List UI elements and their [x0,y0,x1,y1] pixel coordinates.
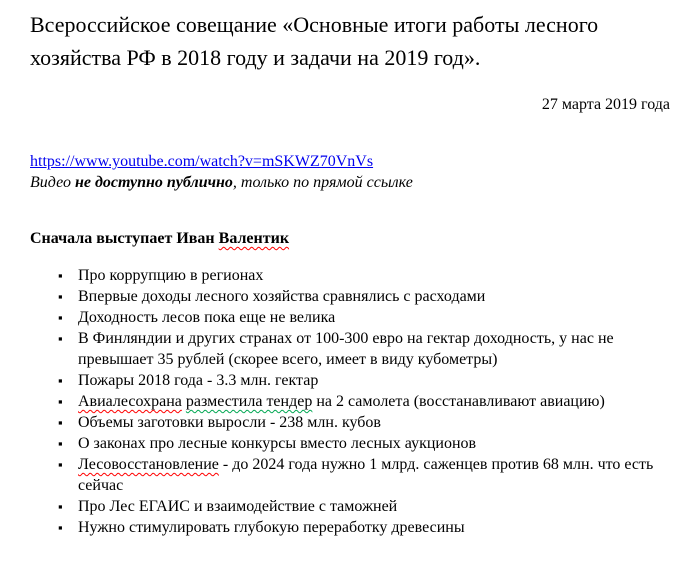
list-item [30,517,670,538]
bullet-square-icon: ▪ [58,499,63,514]
bullet-text [78,265,263,286]
misspelled-text: Авиалесохрана [78,393,182,410]
bullet-square-icon: ▪ [58,436,63,451]
list-item [30,496,670,517]
bullet-text-segment: Про Лес ЕГАИС и взаимодействие с таможней [78,498,398,515]
misspelled-speaker-name: Валентик [218,230,290,247]
list-item [30,328,670,370]
youtube-link[interactable]: https://www.youtube.com/watch?v=mSKWZ70VnVs [30,153,374,170]
bullet-square-icon: ▪ [58,268,63,283]
bullet-square-icon: ▪ [58,310,63,325]
video-note [30,172,670,193]
misspelled-text: Лесовосстановление [78,456,219,473]
video-note-bold: не доступно публично [74,174,233,191]
bullet-text [78,328,656,370]
speaker-heading [30,228,670,249]
bullet-square-icon: ▪ [58,289,63,304]
bullet-square-icon: ▪ [58,415,63,430]
video-note-suffix: , только по прямой ссылке [232,174,413,191]
speaker-heading-prefix: Сначала выступает Иван [30,230,219,247]
bullet-text-segment: на 2 самолета (восстанавливают авиацию) [312,393,605,410]
bullet-text-segment: - до 2024 года нужно 1 млрд. саженцев против 68 млн. что есть сейчас [78,456,654,494]
bullet-text [78,517,465,538]
document-title: Всероссийское совещание «Основные итоги работы лесного хозяйства РФ в 2018 году и задачи на 2019 год». [30,12,599,70]
video-block [30,151,670,193]
bullet-text-segment: В Финляндии и других странах от 100-300 евро на гектар доходность, у нас не превышает 35 рублей (скорее всего, имеет в виду кубометры) [78,330,614,368]
document-date: 27 марта 2019 года [541,96,670,113]
bullet-text [78,496,397,517]
bullet-square-icon: ▪ [58,394,63,409]
list-item [30,433,670,454]
bullet-square-icon: ▪ [58,520,63,535]
bullet-text-segment: Доходность лесов пока еще не велика [78,309,336,326]
bullet-text [78,370,318,391]
bullet-text-segment: Впервые доходы лесного хозяйства сравнялись с расходами [78,288,486,305]
list-item [30,391,670,412]
bullet-text-segment: Пожары 2018 года - 3.3 млн. гектар [78,372,319,389]
bullet-text-segment: Про коррупцию в регионах [78,267,264,284]
grammar-flagged-text: разместила тендер [185,393,313,410]
bullet-square-icon: ▪ [58,457,63,472]
list-item [30,454,670,496]
video-note-prefix: Видео [30,174,75,191]
bullet-text-segment: О законах про лесные конкурсы вместо лесных аукционов [78,435,477,452]
bullet-square-icon: ▪ [58,373,63,388]
list-item [30,265,670,286]
bullet-text-segment: Объемы заготовки выросли - 238 млн. кубов [78,414,381,431]
list-item [30,307,670,328]
bullet-text [78,307,335,328]
bullet-text [78,412,381,433]
bullet-text [78,391,605,412]
list-item [30,370,670,391]
bullet-text-segment: Нужно стимулировать глубокую переработку древесины [78,519,465,536]
bullet-text [78,286,485,307]
bullet-text [78,454,656,496]
bullet-text [78,433,476,454]
bullet-square-icon: ▪ [58,331,63,346]
list-item [30,286,670,307]
bullet-list [30,265,670,538]
list-item [30,412,670,433]
